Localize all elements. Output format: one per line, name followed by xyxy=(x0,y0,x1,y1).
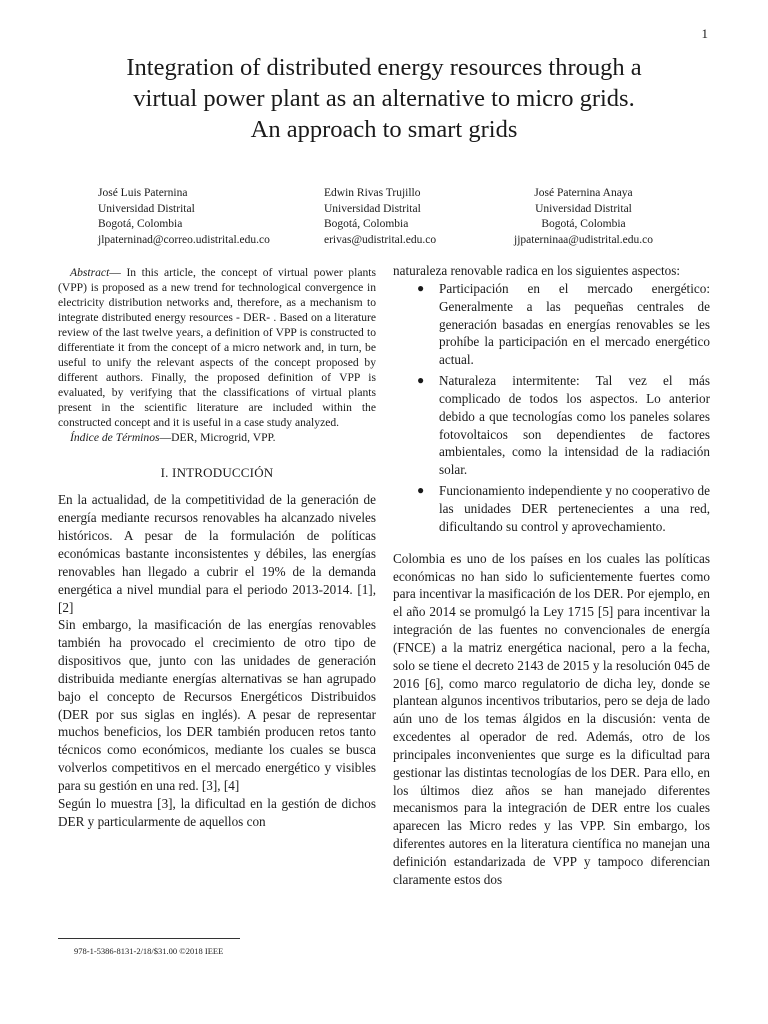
body-paragraph: En la actualidad, de la competitividad de la generación de energía mediante recursos renovables ha alcanzado niveles históricos. A pesar de la formulación de políticas económicas bastante inconsistentes y débiles, las energías renovables han llegado a cubrir el 19% de la demanda energética a nivel mundial para el periodo 2013-2014. [1], [2] xyxy=(58,492,376,615)
abstract-text: — In this article, the concept of virtual power plants (VPP) is proposed as a new trend for technological convergence in electricity distribution networks and, therefore, as a mechanism to integrate distributed energy resources - DER- . Based on a literature review of the last twelve years, a definition of VPP is constructed to differentiate it from the concept of a micro network and, in turn, be useful to unify the relevant aspects of the concept proposed by different authors. Finally, the proposed definition of VPP is evaluated, by verifying that the classifications of virtual plants present in the scientific literature are included within the constructed concept and it is useful in a case study analyzed. xyxy=(58,266,376,429)
title-line: virtual power plant as an alternative to micro grids. xyxy=(133,85,635,112)
body-paragraph: Según lo muestra [3], la dificultad en la gestión de dichos DER y particularmente de aquellos con xyxy=(58,795,376,829)
abstract-label: Abstract xyxy=(70,266,110,279)
author-location: Bogotá, Colombia xyxy=(541,218,626,230)
list-item-text: Participación en el mercado energético: Generalmente a las pequeñas centrales de generación basadas en energías renovables se les prohíbe la participación en el mercado energético actual. xyxy=(439,280,710,368)
list-item xyxy=(417,280,710,369)
page-number: 1 xyxy=(701,26,708,41)
index-terms-label: Índice de Términos xyxy=(70,431,160,445)
title-line: Integration of distributed energy resources through a xyxy=(126,54,642,81)
list-item xyxy=(417,372,710,479)
body-paragraph: Sin embargo, la masificación de las energías renovables también ha provocado el crecimiento de otro tipo de dispositivos que, junto con las unidades de generación distribuida mediante energías alternativas se han agrupado bajo el concepto de Recursos Energéticos Distribuidos (DER por sus siglas en inglés). A pesar de representar muchos beneficios, los DER también producen retos tanto técnicos como económicos, mediante los cuales se busca volverlos competitivos en el mercado energético y visibles para su gestión en una red. [3], [4] xyxy=(58,617,376,793)
author-block xyxy=(514,186,653,248)
index-terms-text: —DER, Microgrid, VPP. xyxy=(159,431,276,445)
paper-title xyxy=(40,52,728,145)
right-column xyxy=(393,262,710,889)
abstract xyxy=(58,266,376,430)
bullet-list xyxy=(393,280,710,536)
author-email: jjpaterninaa@udistrital.edu.co xyxy=(514,233,653,246)
author-email: erivas@udistrital.edu.co xyxy=(324,233,437,246)
author-location: Bogotá, Colombia xyxy=(324,218,409,230)
author-location: Bogotá, Colombia xyxy=(98,218,183,230)
left-column xyxy=(58,266,376,831)
section-heading: I. INTRODUCCIÓN xyxy=(160,465,274,481)
list-item-text: Funcionamiento independiente y no cooperativo de las unidades DER pertenecientes a una red, dificultando su control y aprovechamiento. xyxy=(439,483,710,534)
author-email: jlpaterninad@correo.udistrital.edu.co xyxy=(98,233,270,246)
index-terms xyxy=(58,430,376,445)
author-name: José Paternina Anaya xyxy=(534,187,633,199)
list-item xyxy=(417,482,710,536)
author-block xyxy=(324,186,436,248)
author-affiliation: Universidad Distrital xyxy=(324,202,421,215)
author-name: Edwin Rivas Trujillo xyxy=(324,187,421,199)
author-block xyxy=(98,186,270,248)
footnote-divider xyxy=(58,938,240,939)
body-paragraph: Colombia es uno de los países en los cuales las políticas económicas no han sido lo suficientemente fuertes como para incentivar la masificación de los DER. Por ejemplo, en el año 2014 se promulgó la Ley 1715 [5] para incentivar la integración de las fuentes no convencionales de energía (FNCE) a la matriz energética nacional, pero a la fecha, solo se tiene el decreto 2143 de 2015 y la resolución 045 de 2016 [6], como marco regulatorio de dicha ley, donde se plantean algunos incentivos tributarios, pero se deja de lado aún uno de los temas álgidos en la discusión: venta de excedentes al operador de red. Además, otro de los principales inconvenientes que surge es la dificultad para gestionar las distintas tecnologías de los DER. Para ello, en los últimos diez años se han manejado diferentes mecanismos para la integración de DER entre los cuales aparecen las Micro redes y las VPP. Sin embargo, los diferentes autores en la literatura científica no manejan una definición estandarizada de VPP y tampoco diferencian claramente estos dos xyxy=(393,550,710,887)
author-affiliation: Universidad Distrital xyxy=(98,202,195,215)
author-affiliation: Universidad Distrital xyxy=(535,202,632,215)
bullet-icon: ● xyxy=(417,373,425,388)
spacer xyxy=(393,539,710,550)
author-name: José Luis Paternina xyxy=(98,187,188,199)
bullet-icon: ● xyxy=(417,483,425,498)
bullet-icon: ● xyxy=(417,280,425,295)
list-item-text: Naturaleza intermitente: Tal vez el más complicado de todos los aspectos. Lo anterior debido a que tecnologías como los paneles solares fotovoltaicos son dependientes de factores ambientales, como la intensidad de la radiación solar. xyxy=(439,373,710,478)
title-line: An approach to smart grids xyxy=(250,116,518,143)
body-paragraph: naturaleza renovable radica en los siguientes aspectos: xyxy=(393,263,681,278)
footnote: 978-1-5386-8131-2/18/$31.00 ©2018 IEEE xyxy=(74,946,224,956)
